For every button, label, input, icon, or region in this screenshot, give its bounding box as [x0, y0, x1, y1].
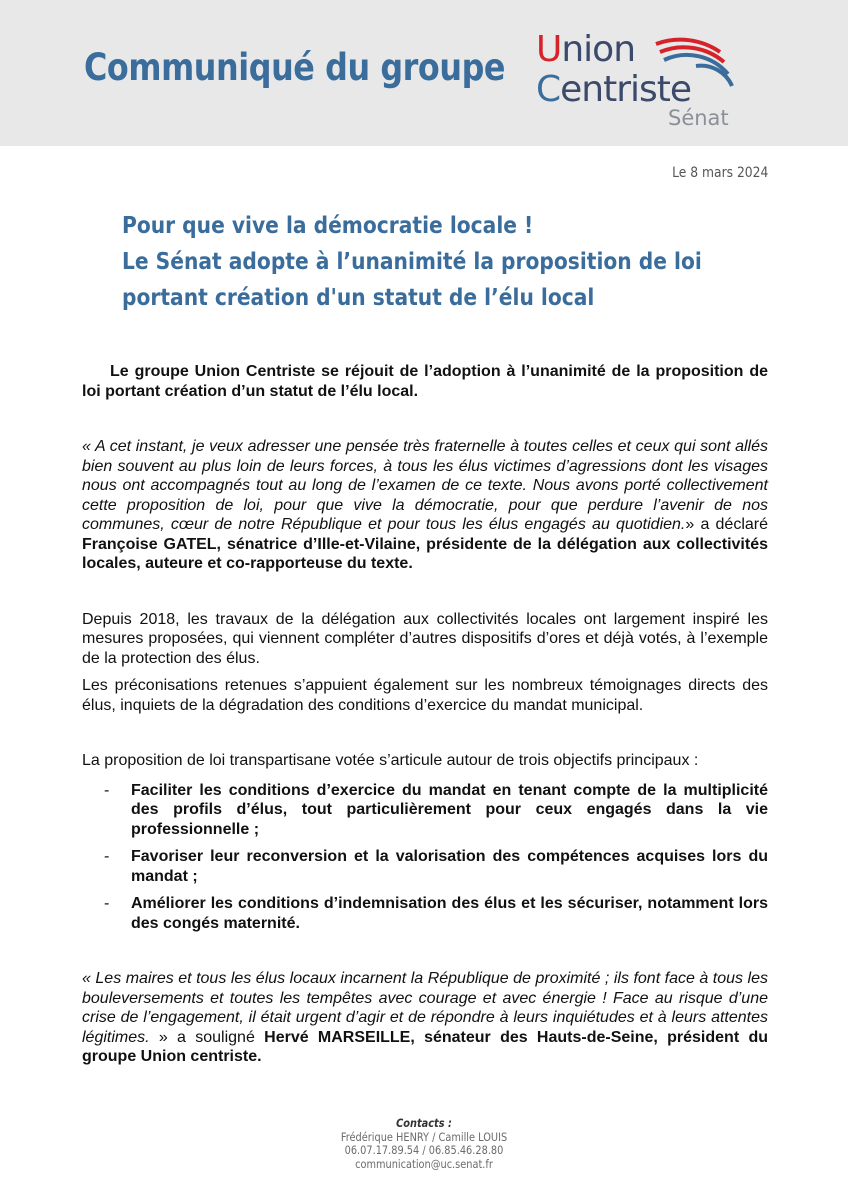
paragraph-preconisations: Les préconisations retenues s’appuient également sur les nombreux témoignages directs des élus, inquiets de la dégradation des conditions d’exercice du mandat municipal. [82, 677, 768, 714]
logo-word-union: Union [536, 29, 636, 70]
headline-line: Pour que vive la démocratie locale ! [122, 213, 534, 239]
list-item: - Faciliter les conditions d’exercice du mandat en tenant compte de la multiplicité des profils d’élus, tout particulièrement pour ceux engagés dans la vie professionnelle ; [104, 781, 768, 838]
logo-word-senat: Sénat [668, 106, 729, 130]
headline-line: Le Sénat adopte à l’unanimité la proposition de loi [122, 249, 702, 275]
dash-bullet: - [104, 848, 110, 865]
list-item: - Améliorer les conditions d’indemnisation des élus et les sécuriser, notamment lors des congés maternité. [104, 895, 768, 932]
contacts-names: Frédérique HENRY / Camille LOUIS [340, 1129, 508, 1144]
headline-line: portant création d'un statut de l’élu local [122, 285, 595, 311]
quote-attribution: » a souligné [149, 1028, 265, 1046]
quote-speaker: Françoise GATEL, sénatrice d’Ille-et-Vilaine, présidente de la délégation aux collectivités locales, auteure et co-rapporteuse du texte. [82, 535, 768, 572]
quote-speaker: Hervé MARSEILLE, sénateur des Hauts-de-Seine, président du groupe Union centriste. [82, 1028, 768, 1065]
objectives-list [82, 781, 768, 934]
intro-paragraph: Le groupe Union Centriste se réjouit de l’adoption à l’unanimité de la proposition de loi portant création d’un statut de l’élu local. [82, 363, 768, 400]
contacts-phones: 06.07.17.89.54 / 06.85.46.28.80 [344, 1143, 504, 1157]
objectives-intro: La proposition de loi transpartisane votée s’articule autour de trois objectifs principaux : [82, 752, 699, 769]
dash-bullet: - [104, 895, 110, 912]
quote-text: « A cet instant, je veux adresser une pensée très fraternelle à toutes celles et ceux qui sont allés bien souvent au plus loin de leurs forces, à tous les élus victimes d’agressions dont les visages nous ont accompagnés tout au long de l’examen de ce texte. Nous avons porté collectivement cette proposition de loi, pour que vive la démocratie, pour que perdure l’avenir de nos communes, cœur de notre République et pour tous les élus engagés au quotidien. [82, 438, 768, 533]
logo-word-centriste: Centriste [536, 69, 692, 110]
list-item: - Favoriser leur reconversion et la valorisation des compétences acquises lors du mandat ; [104, 848, 768, 885]
quote-text: « Les maires et tous les élus locaux incarnent la République de proximité ; ils font face à tous les bouleversements et toutes les tempêtes avec courage et avec énergie ! Face au risque d’une crise de l’engagement, il était urgent d’agir et de répondre à leurs inquiétudes et à leurs attentes légitimes. [82, 970, 768, 1046]
press-release-body [82, 362, 768, 1067]
contacts-email[interactable]: communication@uc.senat.fr [355, 1156, 493, 1171]
quote-attribution: » a déclaré [685, 516, 769, 533]
header-band [0, 0, 848, 146]
paragraph-delegation: Depuis 2018, les travaux de la délégation aux collectivités locales ont largement inspiré les mesures proposées, qui viennent compléter d’autres dispositifs d’ores et déjà votés, à l’exemple de la protection des élus. [82, 610, 768, 667]
quote-gatel [82, 437, 768, 574]
union-centriste-logo [532, 22, 742, 134]
header-title: Communiqué du groupe [84, 46, 506, 89]
headline [122, 208, 702, 316]
quote-marseille [82, 969, 768, 1067]
contacts-label: Contacts : [396, 1116, 452, 1130]
contacts-block [274, 1117, 574, 1171]
dash-bullet: - [104, 781, 110, 799]
publication-date: Le 8 mars 2024 [671, 165, 768, 181]
